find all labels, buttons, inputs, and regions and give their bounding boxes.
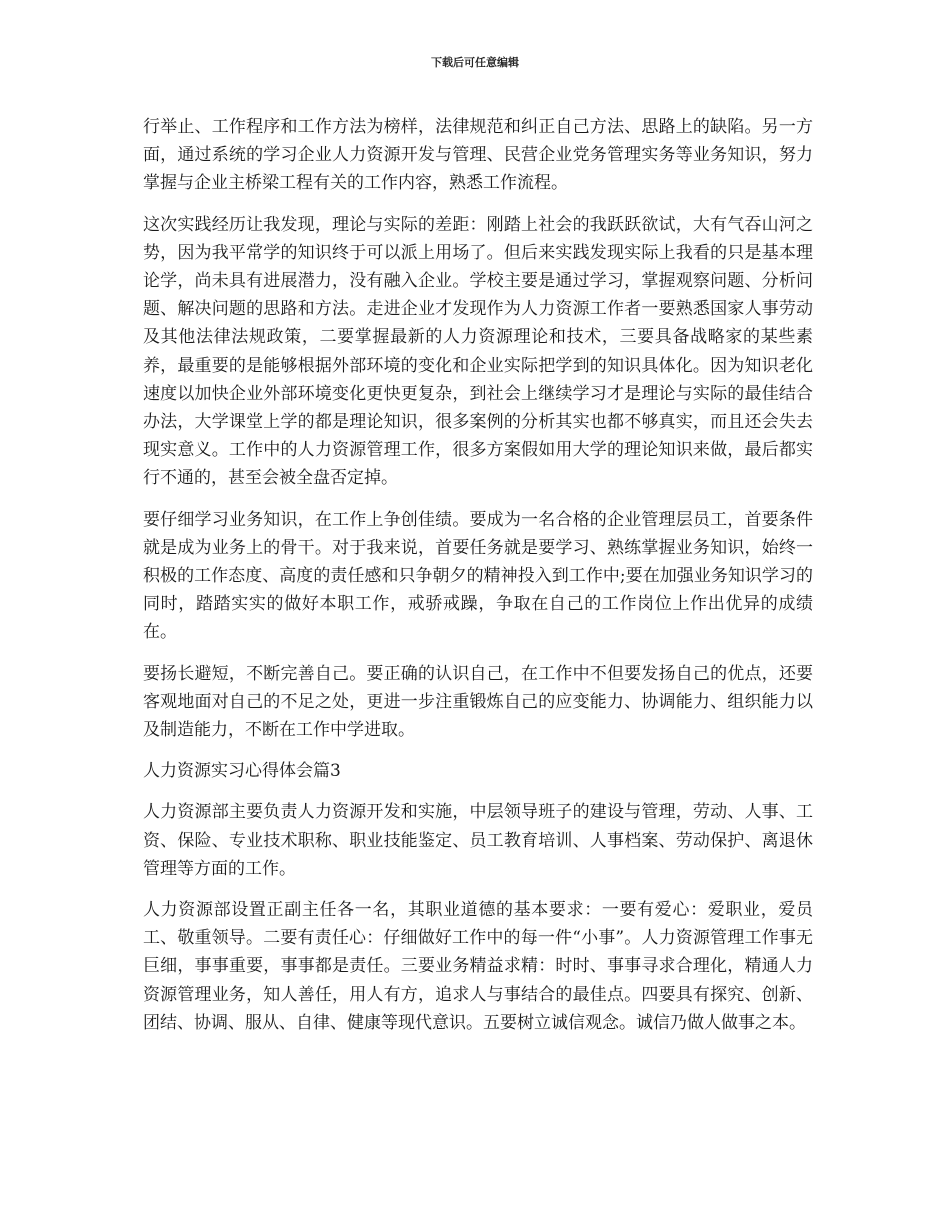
page-header: 下载后可任意编辑: [431, 56, 519, 69]
paragraph: 人力资源部设置正副主任各一名，其职业道德的基本要求：一要有爱心：爱职业，爱员工、敬重领导。二要有责任心：仔细做好工作中的每一件“小事”。人力资源管理工作事无巨细，事事重要，事事都是责任。三要业务精益求精：时时、事事寻求合理化，精通人力资源管理业务，知人善任，用人有方，追求人与事结合的最佳点。四要具有探究、创新、团结、协调、服从、自律、健康等现代意识。五要树立诚信观念。诚信乃做人做事之本。: [143, 900, 813, 1033]
paragraph: 人力资源部主要负责人力资源开发和实施，中层领导班子的建设与管理，劳动、人事、工资、保险、专业技术职称、职业技能鉴定、员工教育培训、人事档案、劳动保护、离退休管理等方面的工作。: [143, 802, 813, 879]
section-heading: 人力资源实习心得体会篇3: [143, 761, 341, 782]
paragraph: 要仔细学习业务知识，在工作上争创佳绩。要成为一名合格的企业管理层员工，首要条件就是成为业务上的骨干。对于我来说，首要任务就是要学习、熟练掌握业务知识，始终一积极的工作态度、高度的责任感和只争朝夕的精神投入到工作中;要在加强业务知识学习的同时，踏踏实实的做好本职工作，戒骄戒躁，争取在自己的工作岗位上作出优异的成绩在。: [143, 509, 813, 643]
paragraph: 要扬长避短，不断完善自己。要正确的认识自己，在工作中不但要发扬自己的优点，还要客观地面对自己的不足之处，更进一步注重锻炼自己的应变能力、协调能力、组织能力以及制造能力，不断在工作中学进取。: [143, 663, 813, 741]
document-body: [143, 113, 813, 1050]
paragraph: 这次实践经历让我发现，理论与实际的差距：刚踏上社会的我跃跃欲试，大有气吞山河之势，因为我平常学的知识终于可以派上用场了。但后来实践发现实际上我看的只是基本理论学，尚未具有进展潜力，没有融入企业。学校主要是通过学习，掌握观察问题、分析问题、解决问题的思路和方法。走进企业才发现作为人力资源工作者一要熟悉国家人事劳动及其他法律法规政策，二要掌握最新的人力资源理论和技术，三要具备战略家的某些素养，最重要的是能够根据外部环境的变化和企业实际把学到的知识具体化。因为知识老化速度以加快企业外部环境变化更快更复杂，到社会上继续学习才是理论与实际的最佳结合办法，大学课堂上学的都是理论知识，很多案例的分析其实也都不够真实，而且还会失去现实意义。工作中的人力资源管理工作，很多方案假如用大学的理论知识来做，最后都实行不通的，甚至会被全盘否定掉。: [143, 214, 813, 489]
paragraph: 行举止、工作程序和工作方法为榜样，法律规范和纠正自己方法、思路上的缺陷。另一方面，通过系统的学习企业人力资源开发与管理、民营企业党务管理实务等业务知识，努力掌握与企业主桥梁工程有关的工作内容，熟悉工作流程。: [143, 117, 813, 194]
